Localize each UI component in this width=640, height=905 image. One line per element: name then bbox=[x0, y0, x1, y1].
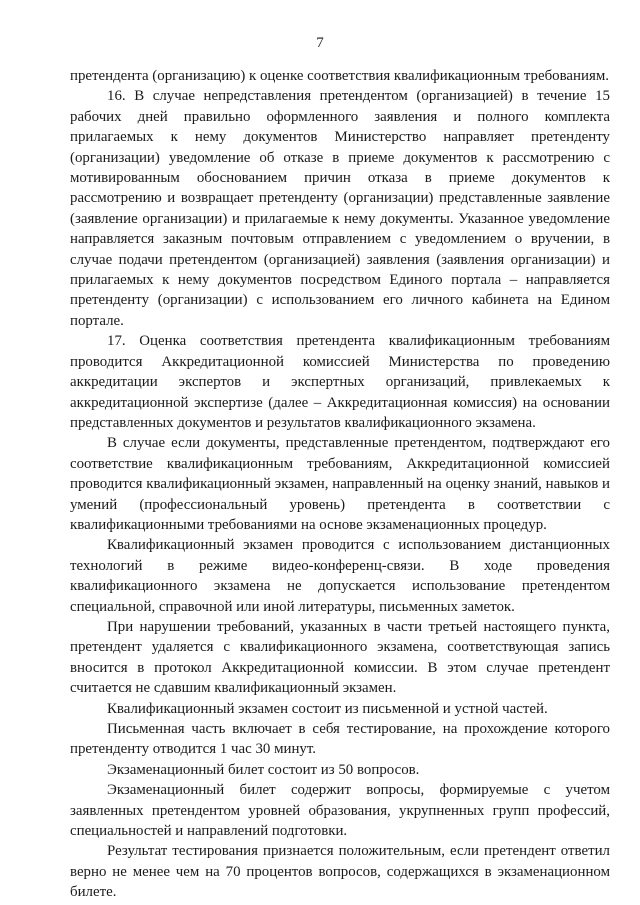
paragraph-ticket-contents: Экзаменационный билет содержит вопросы, формируемые с учетом заявленных претендентом уровней образования, укрупненных групп профессий, специальностей и направлений подготовки. bbox=[70, 782, 610, 840]
paragraph-item-16: 16. В случае непредставления претендентом (организацией) в течение 15 рабочих дней правильно оформленного заявления и полного комплекта прилагаемых к нему документов Министерство направляет претенденту (организации) уведомление об отказе в приеме документов к рассмотрению с мотивированным обоснованием причин отказа в приеме документов к рассмотрению и возвращает претенденту (организации) представленные заявление (заявление организации) и прилагаемые к нему документы. Указанное уведомление направляется заказным почтовым отправлением с уведомлением о вручении, в случае подачи претендентом (организацией) заявления (заявления организации) и прилагаемых к нему документов посредством Единого портала – направляется претенденту (организации) с использованием его личного кабинета на Едином портале. bbox=[70, 88, 610, 329]
paragraph-test-result: Результат тестирования признается положительным, если претендент ответил верно не менее чем на 70 процентов вопросов, содержащихся в экзаменационном билете. bbox=[70, 843, 610, 901]
document-body bbox=[70, 66, 610, 903]
paragraph-item-17: 17. Оценка соответствия претендента квалификационным требованиям проводится Аккредитационной комиссией Министерства по проведению аккредитации экспертов и экспертных организаций, привлекаемых к аккредитационной экспертизе (далее – Аккредитационная комиссия) на основании представленных документов и результатов квалификационного экзамена. bbox=[70, 333, 610, 431]
paragraph-remote-technologies: Квалификационный экзамен проводится с использованием дистанционных технологий в режиме видео-конференц-связи. В ходе проведения квалификационного экзамена не допускается использование претендентом специальной, справочной или иной литературы, письменных заметок. bbox=[70, 537, 610, 615]
paragraph-exam-parts: Квалификационный экзамен состоит из письменной и устной частей. bbox=[107, 700, 548, 717]
paragraph-written-part: Письменная часть включает в себя тестирование, на прохождение которого претенденту отводится 1 час 30 минут. bbox=[70, 721, 610, 758]
paragraph-ticket-size: Экзаменационный билет состоит из 50 вопросов. bbox=[107, 761, 420, 778]
paragraph-violation: При нарушении требований, указанных в части третьей настоящего пункта, претендент удаляется с квалификационного экзамена, соответствующая запись вносится в протокол Аккредитационной комиссии. В этом случае претендент считается не сдавшим квалификационный экзамен. bbox=[70, 618, 610, 697]
paragraph-exam-conducted: В случае если документы, представленные претендентом, подтверждают его соответствие квалификационным требованиям, Аккредитационной комиссией проводится квалификационный экзамен, направленный на оценку знаний, навыков и умений (профессиональный уровень) претендента в соответствии с квалификационными требованиями на основе экзаменационных процедур. bbox=[70, 435, 610, 533]
page-number: 7 bbox=[316, 35, 324, 51]
paragraph-continuation: претендента (организацию) к оценке соответствия квалификационным требованиям. bbox=[70, 68, 609, 84]
